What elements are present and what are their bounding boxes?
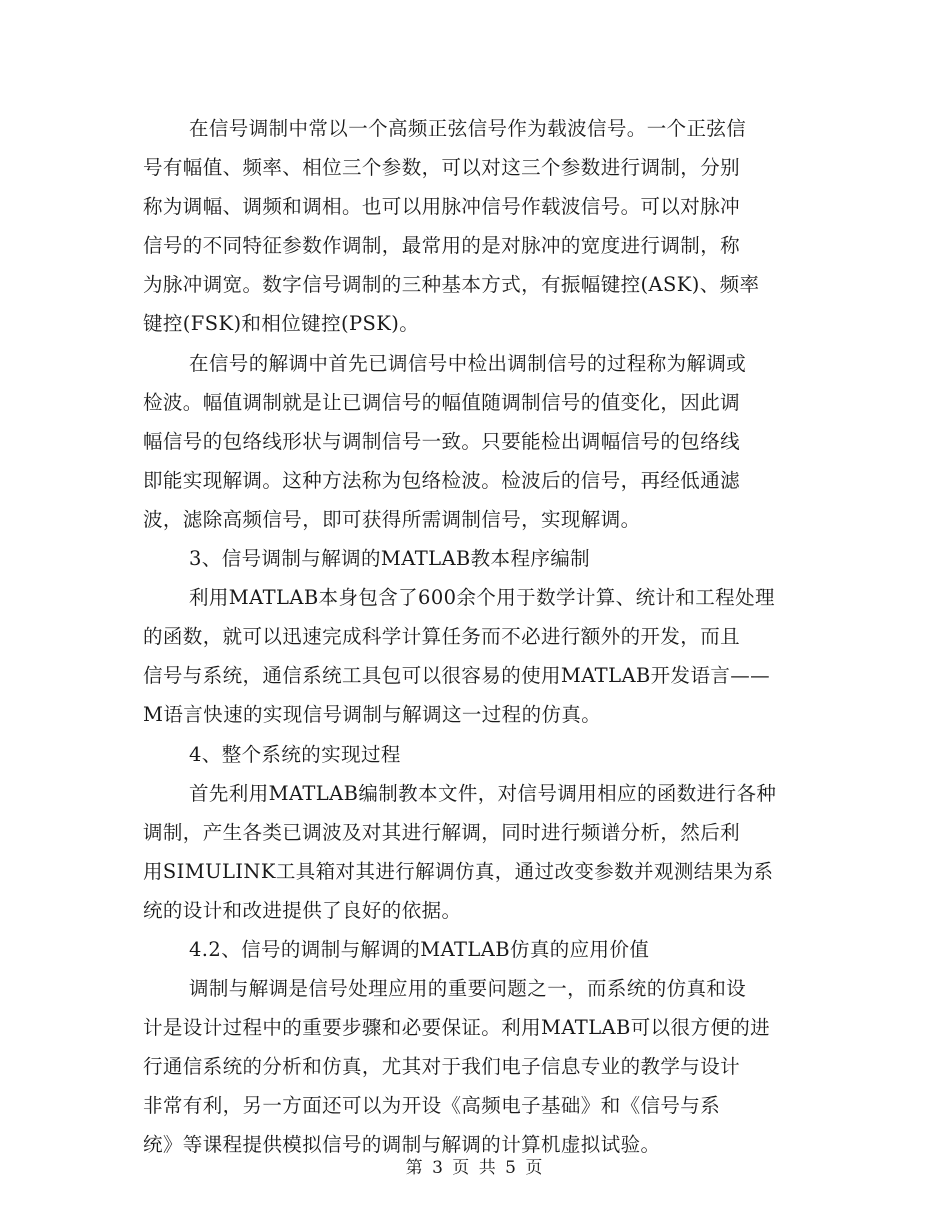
paragraph-line: 信号的不同特征参数作调制，最常用的是对脉冲的宽度进行调制，称 [143, 234, 741, 258]
paragraph-line: 号有幅值、频率、相位三个参数，可以对这三个参数进行调制，分别 [143, 156, 741, 180]
section-heading: 4、整个系统的实现过程 [189, 742, 401, 766]
paragraph-line: 称为调幅、调频和调相。也可以用脉冲信号作载波信号。可以对脉冲 [143, 195, 741, 219]
paragraph-line: 非常有利，另一方面还可以为开设《高频电子基础》和《信号与系 [143, 1094, 721, 1118]
paragraph-line: 调制与解调是信号处理应用的重要问题之一，而系统的仿真和设 [189, 977, 747, 1001]
paragraph-line: 调制，产生各类已调波及对其进行解调，同时进行频谱分析，然后利 [143, 820, 741, 844]
page-footer: 第 3 页 共 5 页 [405, 1158, 545, 1178]
section-heading: 4.2、信号的调制与解调的MATLAB仿真的应用价值 [189, 937, 650, 961]
paragraph-line: 用SIMULINK工具箱对其进行解调仿真，通过改变参数并观测结果为系 [143, 859, 774, 883]
paragraph-line: 在信号的解调中首先已调信号中检出调制信号的过程称为解调或 [189, 351, 747, 375]
paragraph-line: 计是设计过程中的重要步骤和必要保证。利用MATLAB可以很方便的进 [143, 1016, 771, 1040]
paragraph-line: 即能实现解调。这种方法称为包络检波。检波后的信号，再经低通滤 [143, 468, 741, 492]
paragraph-line: 信号与系统，通信系统工具包可以很容易的使用MATLAB开发语言—— [143, 664, 771, 688]
paragraph-line: M语言快速的实现信号调制与解调这一过程的仿真。 [143, 703, 602, 727]
paragraph-line: 统》等课程提供模拟信号的调制与解调的计算机虚拟试验。 [143, 1133, 661, 1157]
paragraph-line: 键控(FSK)和相位键控(PSK)。 [143, 312, 420, 336]
paragraph-line: 在信号调制中常以一个高频正弦信号作为载波信号。一个正弦信 [189, 117, 747, 140]
paragraph-line: 行通信系统的分析和仿真，尤其对于我们电子信息专业的教学与设计 [143, 1055, 741, 1079]
paragraph-line: 幅信号的包络线形状与调制信号一致。只要能检出调幅信号的包络线 [143, 429, 741, 453]
paragraph-line: 波，滤除高频信号，即可获得所需调制信号，实现解调。 [143, 507, 641, 531]
paragraph-line: 统的设计和改进提供了良好的依据。 [143, 898, 462, 922]
paragraph-line: 利用MATLAB本身包含了600余个用于数学计算、统计和工程处理 [189, 586, 775, 610]
section-heading: 3、信号调制与解调的MATLAB教本程序编制 [189, 547, 591, 571]
paragraph-line: 首先利用MATLAB编制教本文件，对信号调用相应的函数进行各种 [189, 781, 777, 805]
paragraph-line: 检波。幅值调制就是让已调信号的幅值随调制信号的值变化，因此调 [143, 390, 741, 414]
paragraph-line: 为脉冲调宽。数字信号调制的三种基本方式，有振幅键控(ASK)、频率 [143, 273, 760, 297]
document-body [143, 109, 808, 1165]
paragraph-line: 的函数，就可以迅速完成科学计算任务而不必进行额外的开发，而且 [143, 625, 741, 649]
